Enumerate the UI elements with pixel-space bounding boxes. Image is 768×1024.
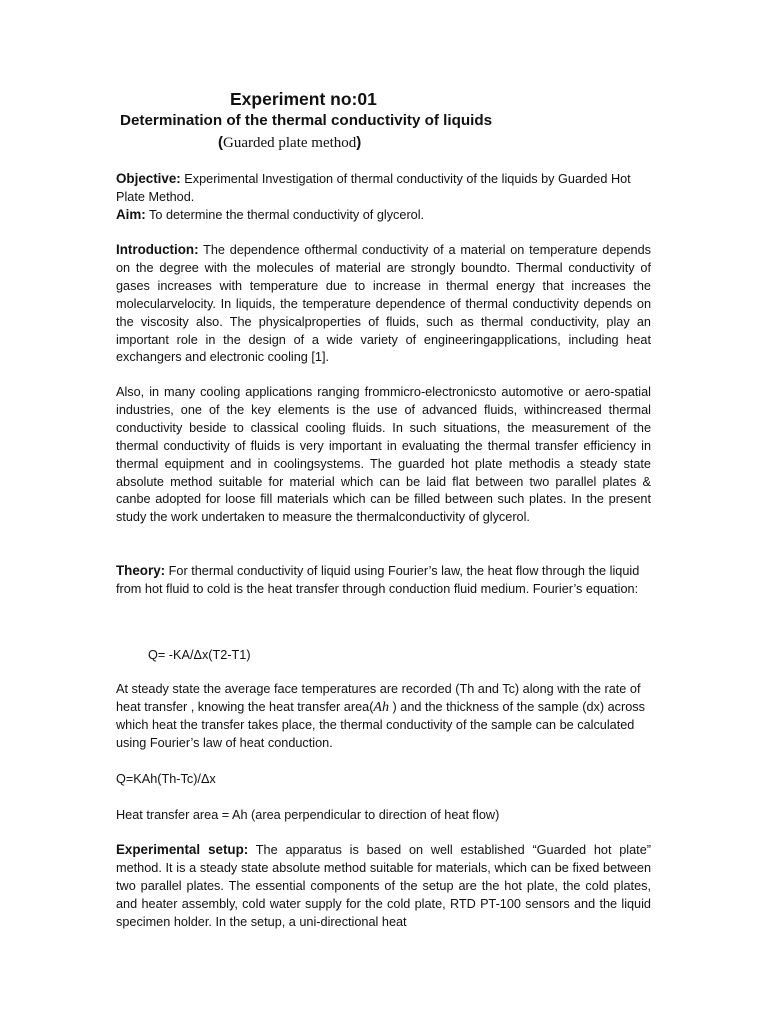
introduction-paragraph-1 — [116, 241, 651, 367]
theory-text: For thermal conductivity of liquid using Fourier’s law, the heat flow through the liquid from hot fluid to cold is the heat transfer through conduction fluid medium. Fourier’s equation: — [116, 564, 640, 596]
experiment-subtitle: Determination of the thermal conductivity of liquids — [120, 112, 493, 129]
aim-paragraph — [116, 206, 651, 225]
method-name: Guarded plate method — [223, 135, 357, 151]
setup-text: The apparatus is based on well established “Guarded hot plate” method. It is a steady state absolute method suitable for materials, which can be fixed between two parallel plates. The essential components of the setup are the hot plate, the cold plates, and heater assembly, cold water supply for the cold plate, RTD PT-100 sensors and the liquid specimen holder. In the setup, a uni-directional heat — [116, 843, 651, 929]
heat-area-definition: Heat transfer area = Ah (area perpendicular to direction of heat flow) — [116, 808, 500, 822]
introduction-text-1: The dependence ofthermal conductivity of a material on temperature depends on the degree with the molecules of material are strongly boundto. Thermal conductivity of gases increases with temperature due to increase in thermal energy that increases the molecularvelocity. In liquids, the temperature dependence of thermal conductivity depends on the viscosity also. The physicalproperties of fluids, such as thermal conductivity, play an important role in the design of a wide variety of engineeringapplications, including heat exchangers and electronic cooling [1]. — [116, 243, 651, 365]
theory-paragraph — [116, 562, 651, 599]
theory-label: Theory: — [116, 563, 166, 578]
steady-state-text-post: ) and the thickness of the sample (dx) across which heat the transfer takes place, the thermal conductivity of the sample can be calculated using Fourier’s law of heat conduction. — [116, 699, 645, 750]
method-close-paren: ) — [356, 134, 362, 151]
heat-area-symbol: Ah — [373, 699, 389, 715]
introduction-label: Introduction: — [116, 242, 199, 257]
method-open-paren: ( — [218, 134, 223, 151]
setup-paragraph — [116, 841, 651, 932]
aim-label: Aim: — [116, 207, 146, 222]
method-line — [218, 133, 361, 153]
objective-text: Experimental Investigation of thermal conductivity of the liquids by Guarded Hot Plate Method. — [116, 172, 631, 204]
aim-text: To determine the thermal conductivity of glycerol. — [145, 208, 425, 222]
heat-flow-equation: Q=KAh(Th-Tc)/Δx — [116, 772, 216, 786]
introduction-paragraph-2: Also, in many cooling applications ranging frommicro-electronicsto automotive or aero-spatial industries, one of the key elements is the use of advanced fluids, withincreased thermal conductivity beside to classical cooling fluids. In such situations, the measurement of the thermal conductivity of fluids is very important in evaluating the thermal transfer efficiency in thermal equipment and in coolingsystems. The guarded hot plate methodis a steady state absolute method suitable for material which can be laid flat between two parallel plates & canbe adopted for loose fill materials which can be filled between such plates. In the present study the work undertaken to measure the thermalconductivity of glycerol. — [116, 385, 651, 525]
setup-label: Experimental setup: — [116, 842, 249, 857]
experiment-title: Experiment no:01 — [230, 89, 377, 109]
steady-state-paragraph — [116, 681, 651, 753]
objective-paragraph — [116, 170, 651, 207]
objective-label: Objective: — [116, 171, 181, 186]
fourier-equation: Q= -KA/Δx(T2-T1) — [148, 648, 251, 662]
steady-state-text-pre: At steady state the average face temperatures are recorded (Th and Tc) along with the rate of heat transfer , knowing the heat transfer area( — [116, 682, 641, 714]
